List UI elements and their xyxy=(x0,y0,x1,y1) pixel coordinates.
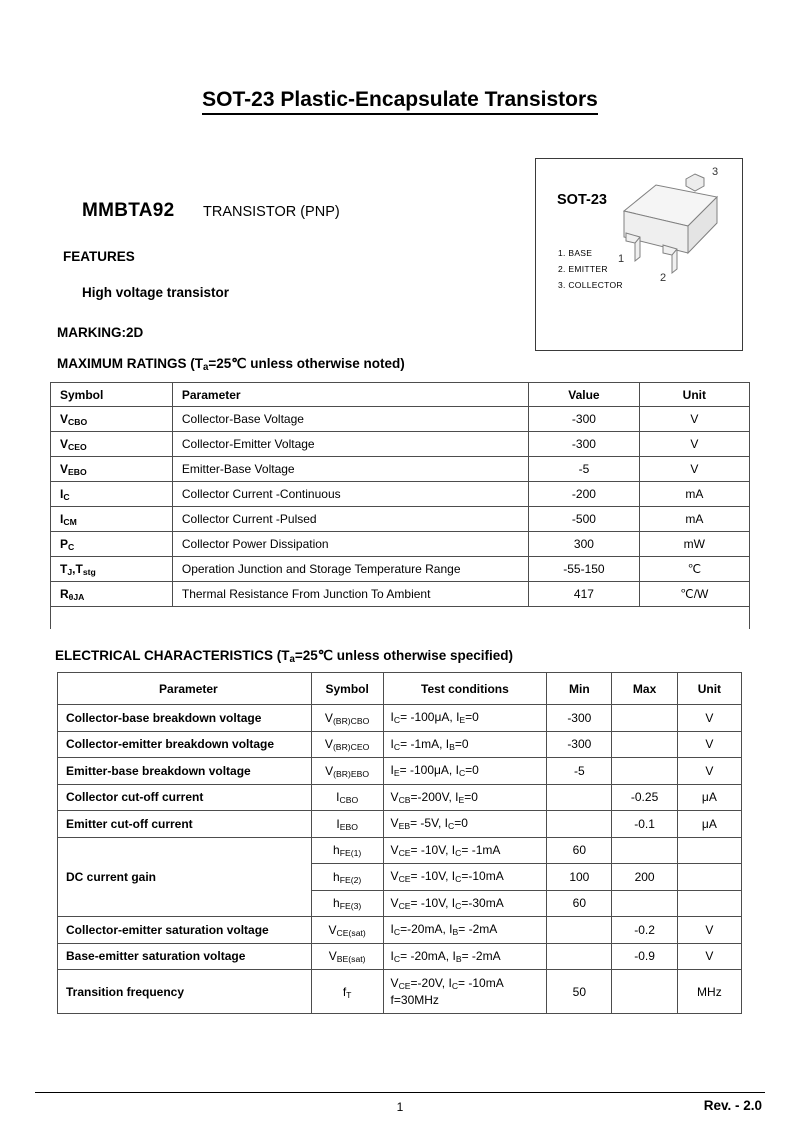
symbol-base-2: ,T xyxy=(72,562,83,576)
table-row xyxy=(58,758,742,785)
column-header-symbol: Symbol xyxy=(51,383,173,407)
pin-3-callout: 3 xyxy=(712,166,719,178)
symbol-subscript: C xyxy=(68,542,75,553)
tc-part-3: =-30mA xyxy=(461,895,504,910)
cell-symbol xyxy=(311,917,383,944)
cell-spacer-right xyxy=(639,607,749,630)
cell-min: -300 xyxy=(547,705,612,732)
symbol-base: f xyxy=(342,984,347,999)
symbol-base: V xyxy=(325,763,334,778)
symbol-base: R xyxy=(60,587,69,601)
cell-parameter: Collector-emitter breakdown voltage xyxy=(58,731,312,758)
package-pin-legend xyxy=(558,245,623,293)
cell-parameter: Collector-Base Voltage xyxy=(172,407,528,432)
tc-part-1: I xyxy=(390,948,394,963)
column-header-value: Value xyxy=(529,383,639,407)
tc-sub-2: C xyxy=(458,768,466,779)
cell-symbol xyxy=(51,457,173,482)
pin-2-callout: 2 xyxy=(660,272,667,284)
cell-symbol xyxy=(51,507,173,532)
cell-value: -55-150 xyxy=(529,557,639,582)
cell-symbol xyxy=(51,532,173,557)
symbol-subscript: EBO xyxy=(68,467,87,478)
cell-unit: V xyxy=(639,407,749,432)
tc-part-3: = -2mA xyxy=(461,948,501,963)
symbol-base: V xyxy=(60,437,69,451)
features-item: High voltage transistor xyxy=(82,285,230,300)
cell-unit: V xyxy=(677,943,741,970)
cell-unit: ℃ xyxy=(639,557,749,582)
cell-min: 60 xyxy=(547,890,612,917)
tc-part-2: = -10V, I xyxy=(410,895,456,910)
symbol-base: h xyxy=(333,843,340,858)
cell-parameter: Collector Current -Pulsed xyxy=(172,507,528,532)
part-number: MMBTA92 xyxy=(82,200,175,221)
pin-legend-item-base: 1. BASE xyxy=(558,248,593,258)
symbol-subscript: (BR)EBO xyxy=(333,768,370,779)
cell-min: 50 xyxy=(547,970,612,1014)
cell-max: -0.2 xyxy=(612,917,677,944)
table-row xyxy=(51,557,750,582)
tc-part-1: I xyxy=(390,736,394,751)
tc-part-1: V xyxy=(390,842,399,857)
cell-max: -0.1 xyxy=(612,811,677,838)
cell-unit xyxy=(677,864,741,891)
tc-line-2: f=30MHz xyxy=(390,993,439,1007)
tc-sub-2: C xyxy=(455,847,462,858)
cell-max xyxy=(612,890,677,917)
cell-symbol xyxy=(311,784,383,811)
tc-part-1: V xyxy=(390,869,399,884)
cell-min: -5 xyxy=(547,758,612,785)
tc-part-3: = -1mA xyxy=(461,842,501,857)
tc-part-1: V xyxy=(390,789,399,804)
column-header-min: Min xyxy=(547,673,612,705)
cell-min xyxy=(547,917,612,944)
max-ratings-heading-prefix: MAXIMUM RATINGS (T xyxy=(57,356,203,371)
symbol-base: h xyxy=(333,896,340,911)
tc-sub-1: EB xyxy=(398,821,411,832)
table-header-row xyxy=(51,383,750,407)
cell-unit xyxy=(677,890,741,917)
symbol-base: h xyxy=(333,869,340,884)
table-row xyxy=(51,432,750,457)
cell-unit: V xyxy=(677,731,741,758)
tc-line-1 xyxy=(391,975,547,992)
symbol-base: V xyxy=(60,462,69,476)
cell-max xyxy=(612,837,677,864)
tc-part-2: =-200V, I xyxy=(410,789,459,804)
tc-part-3: = -2mA xyxy=(458,922,498,937)
cell-min xyxy=(547,784,612,811)
cell-parameter: Collector Power Dissipation xyxy=(172,532,528,557)
cell-parameter: Collector-Emitter Voltage xyxy=(172,432,528,457)
cell-symbol xyxy=(311,970,383,1014)
symbol-subscript: CE(sat) xyxy=(336,927,366,938)
cell-test-conditions xyxy=(383,864,547,891)
tc-sub-1: E xyxy=(393,768,400,779)
cell-symbol xyxy=(311,943,383,970)
cell-min: 100 xyxy=(547,864,612,891)
symbol-subscript: CBO xyxy=(68,417,88,428)
tc-sub-1: CE xyxy=(398,874,411,885)
symbol-subscript: CBO xyxy=(339,795,359,806)
max-ratings-heading-sub: a xyxy=(202,362,209,374)
tc-part-1: V xyxy=(390,976,399,990)
table-row xyxy=(51,482,750,507)
cell-parameter: Base-emitter saturation voltage xyxy=(58,943,312,970)
symbol-subscript: FE(3) xyxy=(339,901,362,912)
tc-sub-2: E xyxy=(459,715,466,726)
cell-spacer-left xyxy=(51,607,640,630)
column-header-test-conditions: Test conditions xyxy=(383,673,547,705)
cell-unit: V xyxy=(639,432,749,457)
cell-unit: μA xyxy=(677,811,741,838)
symbol-subscript-2: stg xyxy=(82,567,96,578)
table-row xyxy=(58,837,742,864)
cell-max xyxy=(612,758,677,785)
tc-part-1: I xyxy=(390,763,394,778)
cell-value: -300 xyxy=(529,432,639,457)
cell-unit: V xyxy=(639,457,749,482)
tc-part-3: = -10mA xyxy=(458,976,504,990)
tc-part-2: = -5V, I xyxy=(410,816,448,831)
cell-min: -300 xyxy=(547,731,612,758)
cell-unit: mA xyxy=(639,482,749,507)
symbol-base: V xyxy=(328,949,337,964)
table-row xyxy=(51,532,750,557)
cell-value: -5 xyxy=(529,457,639,482)
cell-max xyxy=(612,731,677,758)
tc-part-2: = -10V, I xyxy=(410,869,456,884)
symbol-subscript: CM xyxy=(63,517,77,528)
cell-test-conditions xyxy=(383,811,547,838)
tc-part-2: = -10V, I xyxy=(410,842,456,857)
tc-sub-2: C xyxy=(455,874,462,885)
tc-sub-2: B xyxy=(452,927,459,938)
tc-sub-1: C xyxy=(393,741,401,752)
tc-sub-1: C xyxy=(393,927,401,938)
tc-sub-1: CE xyxy=(398,900,411,911)
cell-test-conditions xyxy=(383,970,547,1014)
cell-parameter: Transition frequency xyxy=(58,970,312,1014)
symbol-subscript: (BR)CBO xyxy=(332,715,370,726)
max-ratings-heading-suffix: =25℃ unless otherwise noted) xyxy=(208,356,405,371)
cell-test-conditions xyxy=(383,837,547,864)
table-row xyxy=(58,731,742,758)
cell-parameter: Emitter-base breakdown voltage xyxy=(58,758,312,785)
cell-min xyxy=(547,943,612,970)
cell-unit: μA xyxy=(677,784,741,811)
cell-max xyxy=(612,705,677,732)
tc-part-3: =0 xyxy=(465,710,479,725)
symbol-base: T xyxy=(60,562,68,576)
symbol-subscript: BE(sat) xyxy=(336,954,366,965)
table-header-row xyxy=(58,673,742,705)
table-row xyxy=(51,407,750,432)
tc-part-3: =0 xyxy=(454,736,469,751)
cell-unit: mA xyxy=(639,507,749,532)
tc-sub-2: C xyxy=(448,821,455,832)
symbol-subscript: FE(2) xyxy=(339,874,362,885)
cell-parameter-dc-current-gain: DC current gain xyxy=(58,837,312,917)
cell-max: 200 xyxy=(612,864,677,891)
table-row xyxy=(58,705,742,732)
cell-unit: V xyxy=(677,758,741,785)
tc-sub-1: CE xyxy=(398,981,411,992)
electrical-characteristics-table xyxy=(57,672,742,1014)
footer-divider xyxy=(35,1092,765,1093)
cell-symbol xyxy=(311,705,383,732)
column-header-unit: Unit xyxy=(639,383,749,407)
symbol-subscript: (BR)CEO xyxy=(332,742,370,753)
pin-legend-item-emitter: 2. EMITTER xyxy=(558,264,608,274)
symbol-subscript: EBO xyxy=(339,821,358,832)
symbol-base: I xyxy=(336,790,340,805)
cell-parameter: Collector-emitter saturation voltage xyxy=(58,917,312,944)
cell-parameter: Collector cut-off current xyxy=(58,784,312,811)
pin-1-callout: 1 xyxy=(618,253,625,265)
cell-value: -200 xyxy=(529,482,639,507)
cell-test-conditions xyxy=(383,705,547,732)
table-row xyxy=(51,582,750,607)
table-row xyxy=(58,784,742,811)
tc-sub-1: CB xyxy=(398,794,411,805)
tc-part-2: = -100μA, I xyxy=(400,710,460,725)
tc-sub-1: C xyxy=(393,715,401,726)
column-header-symbol: Symbol xyxy=(311,673,383,705)
tc-part-2: =-20mA, I xyxy=(400,922,453,937)
cell-symbol xyxy=(51,482,173,507)
tc-part-2: =-20V, I xyxy=(410,976,452,990)
cell-unit: ℃/W xyxy=(639,582,749,607)
cell-symbol xyxy=(311,864,383,891)
cell-test-conditions xyxy=(383,890,547,917)
tc-part-3: =0 xyxy=(454,816,468,831)
symbol-base: V xyxy=(324,737,333,752)
table-row-spacer xyxy=(51,607,750,630)
tc-sub-2: C xyxy=(455,900,462,911)
package-name: SOT-23 xyxy=(557,192,607,208)
footer-page-number: 1 xyxy=(396,1100,404,1114)
cell-symbol xyxy=(311,890,383,917)
table-row xyxy=(58,970,742,1014)
marking-label: MARKING:2D xyxy=(57,325,144,340)
features-heading: FEATURES xyxy=(63,249,135,264)
column-header-max: Max xyxy=(612,673,677,705)
max-ratings-heading xyxy=(57,356,405,372)
tc-part-1: I xyxy=(390,710,394,725)
sot-23-package-icon xyxy=(616,165,734,285)
column-header-parameter: Parameter xyxy=(58,673,312,705)
cell-unit: mW xyxy=(639,532,749,557)
cell-value: -500 xyxy=(529,507,639,532)
cell-parameter: Collector Current -Continuous xyxy=(172,482,528,507)
table-row xyxy=(58,811,742,838)
tc-part-1: I xyxy=(390,922,394,937)
footer-revision: Rev. - 2.0 xyxy=(703,1098,762,1113)
tc-sub-2: B xyxy=(449,741,455,752)
symbol-subscript: T xyxy=(346,989,352,1000)
elec-char-heading xyxy=(55,648,513,664)
cell-symbol xyxy=(51,582,173,607)
cell-value: -300 xyxy=(529,407,639,432)
cell-unit: MHz xyxy=(677,970,741,1014)
symbol-base: I xyxy=(60,487,64,501)
cell-max: -0.9 xyxy=(612,943,677,970)
cell-parameter: Thermal Resistance From Junction To Ambient xyxy=(172,582,528,607)
cell-test-conditions xyxy=(383,943,547,970)
tc-sub-2: B xyxy=(455,953,462,964)
tc-part-1: V xyxy=(390,816,399,831)
tc-part-3: =0 xyxy=(464,789,478,804)
tc-sub-2: E xyxy=(458,794,465,805)
cell-test-conditions xyxy=(383,917,547,944)
cell-symbol xyxy=(51,407,173,432)
tc-sub-1: CE xyxy=(398,847,411,858)
tc-part-2: = -1mA, I xyxy=(400,736,450,751)
cell-value: 300 xyxy=(529,532,639,557)
cell-parameter: Operation Junction and Storage Temperature Range xyxy=(172,557,528,582)
cell-symbol xyxy=(311,837,383,864)
tc-part-1: V xyxy=(390,895,399,910)
elec-char-heading-prefix: ELECTRICAL CHARACTERISTICS (T xyxy=(55,648,290,663)
symbol-base: I xyxy=(60,512,64,526)
tc-part-3: =-10mA xyxy=(461,869,504,884)
part-type-label: TRANSISTOR (PNP) xyxy=(203,204,340,220)
table-row xyxy=(58,917,742,944)
column-header-parameter: Parameter xyxy=(172,383,528,407)
package-diagram-box xyxy=(535,158,743,351)
symbol-subscript: θJA xyxy=(68,592,85,603)
symbol-base: V xyxy=(328,922,337,937)
cell-value: 417 xyxy=(529,582,639,607)
tc-part-3: =0 xyxy=(465,763,479,778)
cell-max: -0.25 xyxy=(612,784,677,811)
cell-min xyxy=(547,811,612,838)
symbol-subscript: J xyxy=(67,567,73,578)
tc-part-2: = -100μA, I xyxy=(399,763,459,778)
cell-parameter: Collector-base breakdown voltage xyxy=(58,705,312,732)
max-ratings-table xyxy=(50,382,750,629)
page-title-text: SOT-23 Plastic-Encapsulate Transistors xyxy=(202,88,598,115)
cell-test-conditions xyxy=(383,784,547,811)
tc-part-2: = -20mA, I xyxy=(400,948,456,963)
table-row xyxy=(51,507,750,532)
page-title xyxy=(0,88,800,112)
cell-parameter: Emitter cut-off current xyxy=(58,811,312,838)
tc-sub-1: C xyxy=(393,953,401,964)
tc-sub-2: C xyxy=(451,981,459,992)
cell-symbol xyxy=(311,758,383,785)
symbol-base: V xyxy=(324,710,333,725)
pin-legend-item-collector: 3. COLLECTOR xyxy=(558,280,623,290)
cell-unit: V xyxy=(677,705,741,732)
cell-max xyxy=(612,970,677,1014)
elec-char-heading-sub: a xyxy=(289,654,295,666)
symbol-base: I xyxy=(336,816,340,831)
symbol-subscript: CEO xyxy=(68,442,87,453)
cell-unit xyxy=(677,837,741,864)
symbol-subscript: C xyxy=(63,492,70,503)
column-header-unit: Unit xyxy=(677,673,741,705)
cell-parameter: Emitter-Base Voltage xyxy=(172,457,528,482)
cell-symbol xyxy=(311,811,383,838)
table-row xyxy=(58,943,742,970)
cell-symbol xyxy=(311,731,383,758)
cell-symbol xyxy=(51,557,173,582)
cell-min: 60 xyxy=(547,837,612,864)
cell-symbol xyxy=(51,432,173,457)
symbol-subscript: FE(1) xyxy=(339,848,362,859)
cell-unit: V xyxy=(677,917,741,944)
cell-test-conditions xyxy=(383,758,547,785)
cell-test-conditions xyxy=(383,731,547,758)
elec-char-heading-suffix: =25℃ unless otherwise specified) xyxy=(294,648,514,663)
symbol-base: V xyxy=(60,412,69,426)
table-row xyxy=(51,457,750,482)
symbol-base: P xyxy=(60,537,69,551)
